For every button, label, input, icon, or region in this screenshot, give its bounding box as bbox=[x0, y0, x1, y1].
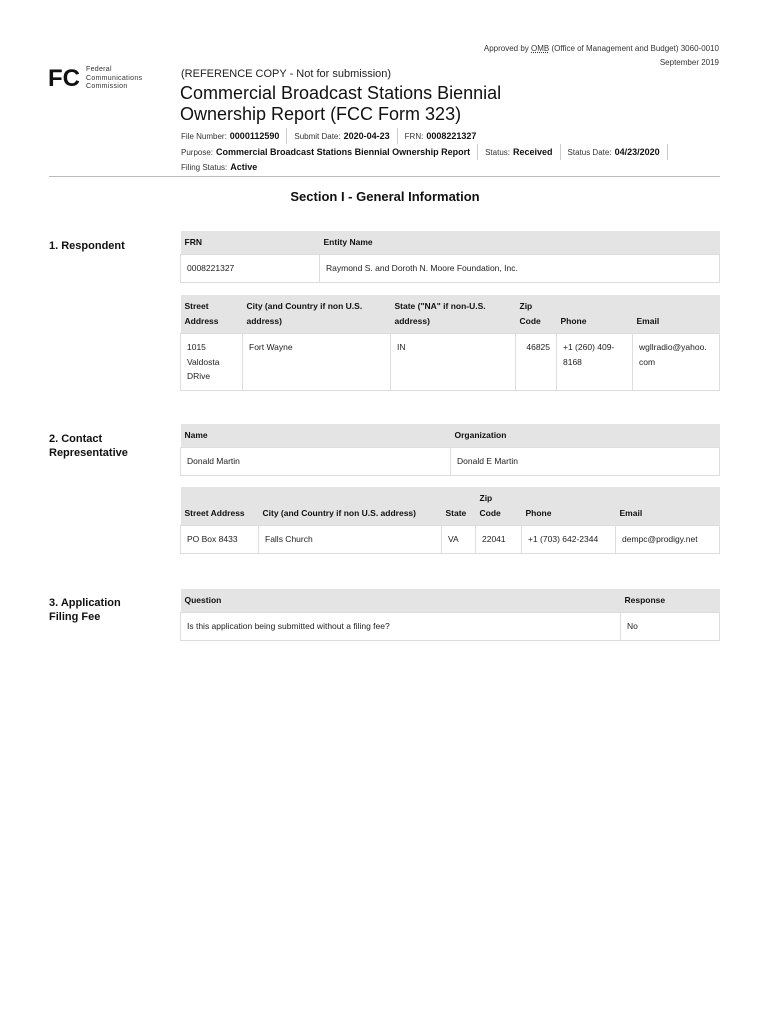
submit-date-label: Submit Date: bbox=[294, 131, 341, 141]
omb-abbr: OMB bbox=[531, 44, 550, 53]
frn-value: 0008221327 bbox=[426, 131, 477, 141]
col-city bbox=[243, 295, 391, 334]
filing-status: Active bbox=[230, 162, 258, 172]
header-divider bbox=[49, 176, 720, 177]
col-state-l1: State ("NA" if non-U.S. bbox=[394, 301, 486, 311]
col-street-address: Street Address bbox=[181, 487, 259, 526]
fee-label-l1: 3. Application bbox=[49, 597, 121, 609]
file-number-label: File Number: bbox=[181, 131, 227, 141]
respondent-address-table bbox=[180, 295, 720, 391]
contact-label-l2: Representative bbox=[49, 447, 128, 459]
col-city: City (and Country if non U.S. address) bbox=[259, 487, 442, 526]
col-zip bbox=[516, 295, 557, 334]
frn-label: FRN: bbox=[404, 131, 424, 141]
contact-label bbox=[49, 432, 159, 460]
contact-organization: Donald E Martin bbox=[451, 448, 720, 476]
table-row bbox=[181, 255, 720, 283]
omb-approval bbox=[484, 42, 719, 70]
agency-line-2: Communications bbox=[86, 74, 143, 82]
meta-row-1 bbox=[181, 128, 490, 144]
contact-name-table bbox=[180, 424, 720, 476]
title-line-1: Commercial Broadcast Stations Biennial bbox=[180, 83, 502, 103]
fee-label bbox=[49, 596, 159, 624]
respondent-state: IN bbox=[391, 334, 516, 391]
col-state bbox=[391, 295, 516, 334]
fee-question: Is this application being submitted without a filing fee? bbox=[181, 613, 621, 641]
file-number: 0000112590 bbox=[229, 131, 280, 141]
respondent-city: Fort Wayne bbox=[243, 334, 391, 391]
status-value: Received bbox=[513, 147, 553, 157]
table-header-row bbox=[181, 424, 720, 448]
respondent-phone bbox=[557, 334, 633, 391]
col-organization: Organization bbox=[451, 424, 720, 448]
contact-label-l1: 2. Contact bbox=[49, 433, 103, 445]
omb-date: September 2019 bbox=[659, 58, 719, 67]
col-name: Name bbox=[181, 424, 451, 448]
contact-email: dempc@prodigy.net bbox=[616, 526, 720, 554]
contact-phone: +1 (703) 642-2344 bbox=[522, 526, 616, 554]
meta-row-2 bbox=[181, 144, 675, 160]
contact-state: VA bbox=[442, 526, 476, 554]
col-state-l2: address) bbox=[394, 316, 430, 326]
fcc-logo bbox=[48, 64, 158, 94]
col-zip-l2: Code bbox=[519, 316, 541, 326]
street-line-1: 1015 bbox=[187, 342, 206, 352]
section-title: Section I - General Information bbox=[290, 189, 480, 204]
col-frn: FRN bbox=[181, 231, 320, 255]
contact-street: PO Box 8433 bbox=[181, 526, 259, 554]
purpose-value: Commercial Broadcast Stations Biennial Ownership Report bbox=[216, 147, 471, 157]
table-header-row bbox=[181, 295, 720, 334]
col-city-l1: City (and Country if non U.S. bbox=[246, 301, 363, 311]
col-street bbox=[181, 295, 243, 334]
status-date-label: Status Date: bbox=[567, 147, 612, 157]
col-zip-l1: Zip bbox=[479, 493, 493, 503]
col-phone: Phone bbox=[557, 295, 633, 334]
table-row bbox=[181, 334, 720, 391]
col-city-l2: address) bbox=[246, 316, 282, 326]
omb-prefix: Approved by bbox=[483, 44, 532, 53]
street-line-3: DRive bbox=[187, 371, 211, 381]
phone-line-1: +1 (260) 409- bbox=[563, 342, 615, 352]
meta-row-3 bbox=[181, 159, 271, 175]
col-response: Response bbox=[621, 589, 720, 613]
col-zip-l1: Zip bbox=[519, 301, 533, 311]
email-line-2: com bbox=[639, 356, 656, 367]
col-state: State bbox=[442, 487, 476, 526]
respondent-street bbox=[181, 334, 243, 391]
table-row bbox=[181, 448, 720, 476]
respondent-entity-name: Raymond S. and Doroth N. Moore Foundation, Inc. bbox=[320, 255, 720, 283]
col-zip-l2: Code bbox=[479, 508, 501, 518]
col-street-l2: Address bbox=[184, 316, 219, 326]
table-header-row bbox=[181, 487, 720, 526]
phone-line-2: 8168 bbox=[563, 356, 582, 367]
fcc-logo-icon bbox=[48, 64, 82, 90]
table-row bbox=[181, 613, 720, 641]
fee-response: No bbox=[621, 613, 720, 641]
contact-name: Donald Martin bbox=[181, 448, 451, 476]
filing-fee-table bbox=[180, 589, 720, 641]
agency-line-3: Commission bbox=[86, 83, 128, 90]
submit-date: 2020-04-23 bbox=[343, 131, 390, 141]
table-row bbox=[181, 526, 720, 554]
col-street-l1: Street bbox=[184, 301, 209, 311]
omb-suffix: (Office of Management and Budget) 3060-0010 bbox=[549, 44, 719, 53]
col-email: Email bbox=[616, 487, 720, 526]
contact-address-table bbox=[180, 487, 720, 554]
table-header-row bbox=[181, 231, 720, 255]
email-line-1: wgllradio@yahoo. bbox=[639, 342, 707, 352]
purpose-label: Purpose: bbox=[181, 147, 214, 157]
agency-line-1: Federal bbox=[86, 66, 112, 73]
col-phone: Phone bbox=[522, 487, 616, 526]
respondent-frn: 0008221327 bbox=[181, 255, 320, 283]
respondent-label: 1. Respondent bbox=[49, 240, 125, 252]
contact-city: Falls Church bbox=[259, 526, 442, 554]
respondent-zip: 46825 bbox=[516, 334, 557, 391]
respondent-email bbox=[633, 334, 720, 391]
table-header-row bbox=[181, 589, 720, 613]
col-email: Email bbox=[633, 295, 720, 334]
reference-note: (REFERENCE COPY - Not for submission) bbox=[181, 68, 392, 80]
logo-letters: FC bbox=[48, 65, 80, 90]
col-entity-name: Entity Name bbox=[320, 231, 720, 255]
page-title bbox=[180, 83, 540, 125]
contact-zip: 22041 bbox=[476, 526, 522, 554]
street-line-2: Valdosta bbox=[187, 356, 220, 367]
status-date: 04/23/2020 bbox=[614, 147, 660, 157]
col-zip bbox=[476, 487, 522, 526]
title-line-2: Ownership Report (FCC Form 323) bbox=[180, 104, 462, 124]
status-label: Status: bbox=[485, 147, 510, 157]
fee-label-l2: Filing Fee bbox=[49, 611, 101, 623]
agency-name bbox=[86, 66, 142, 92]
filing-status-label: Filing Status: bbox=[181, 162, 228, 172]
respondent-id-table bbox=[180, 231, 720, 283]
col-question: Question bbox=[181, 589, 621, 613]
